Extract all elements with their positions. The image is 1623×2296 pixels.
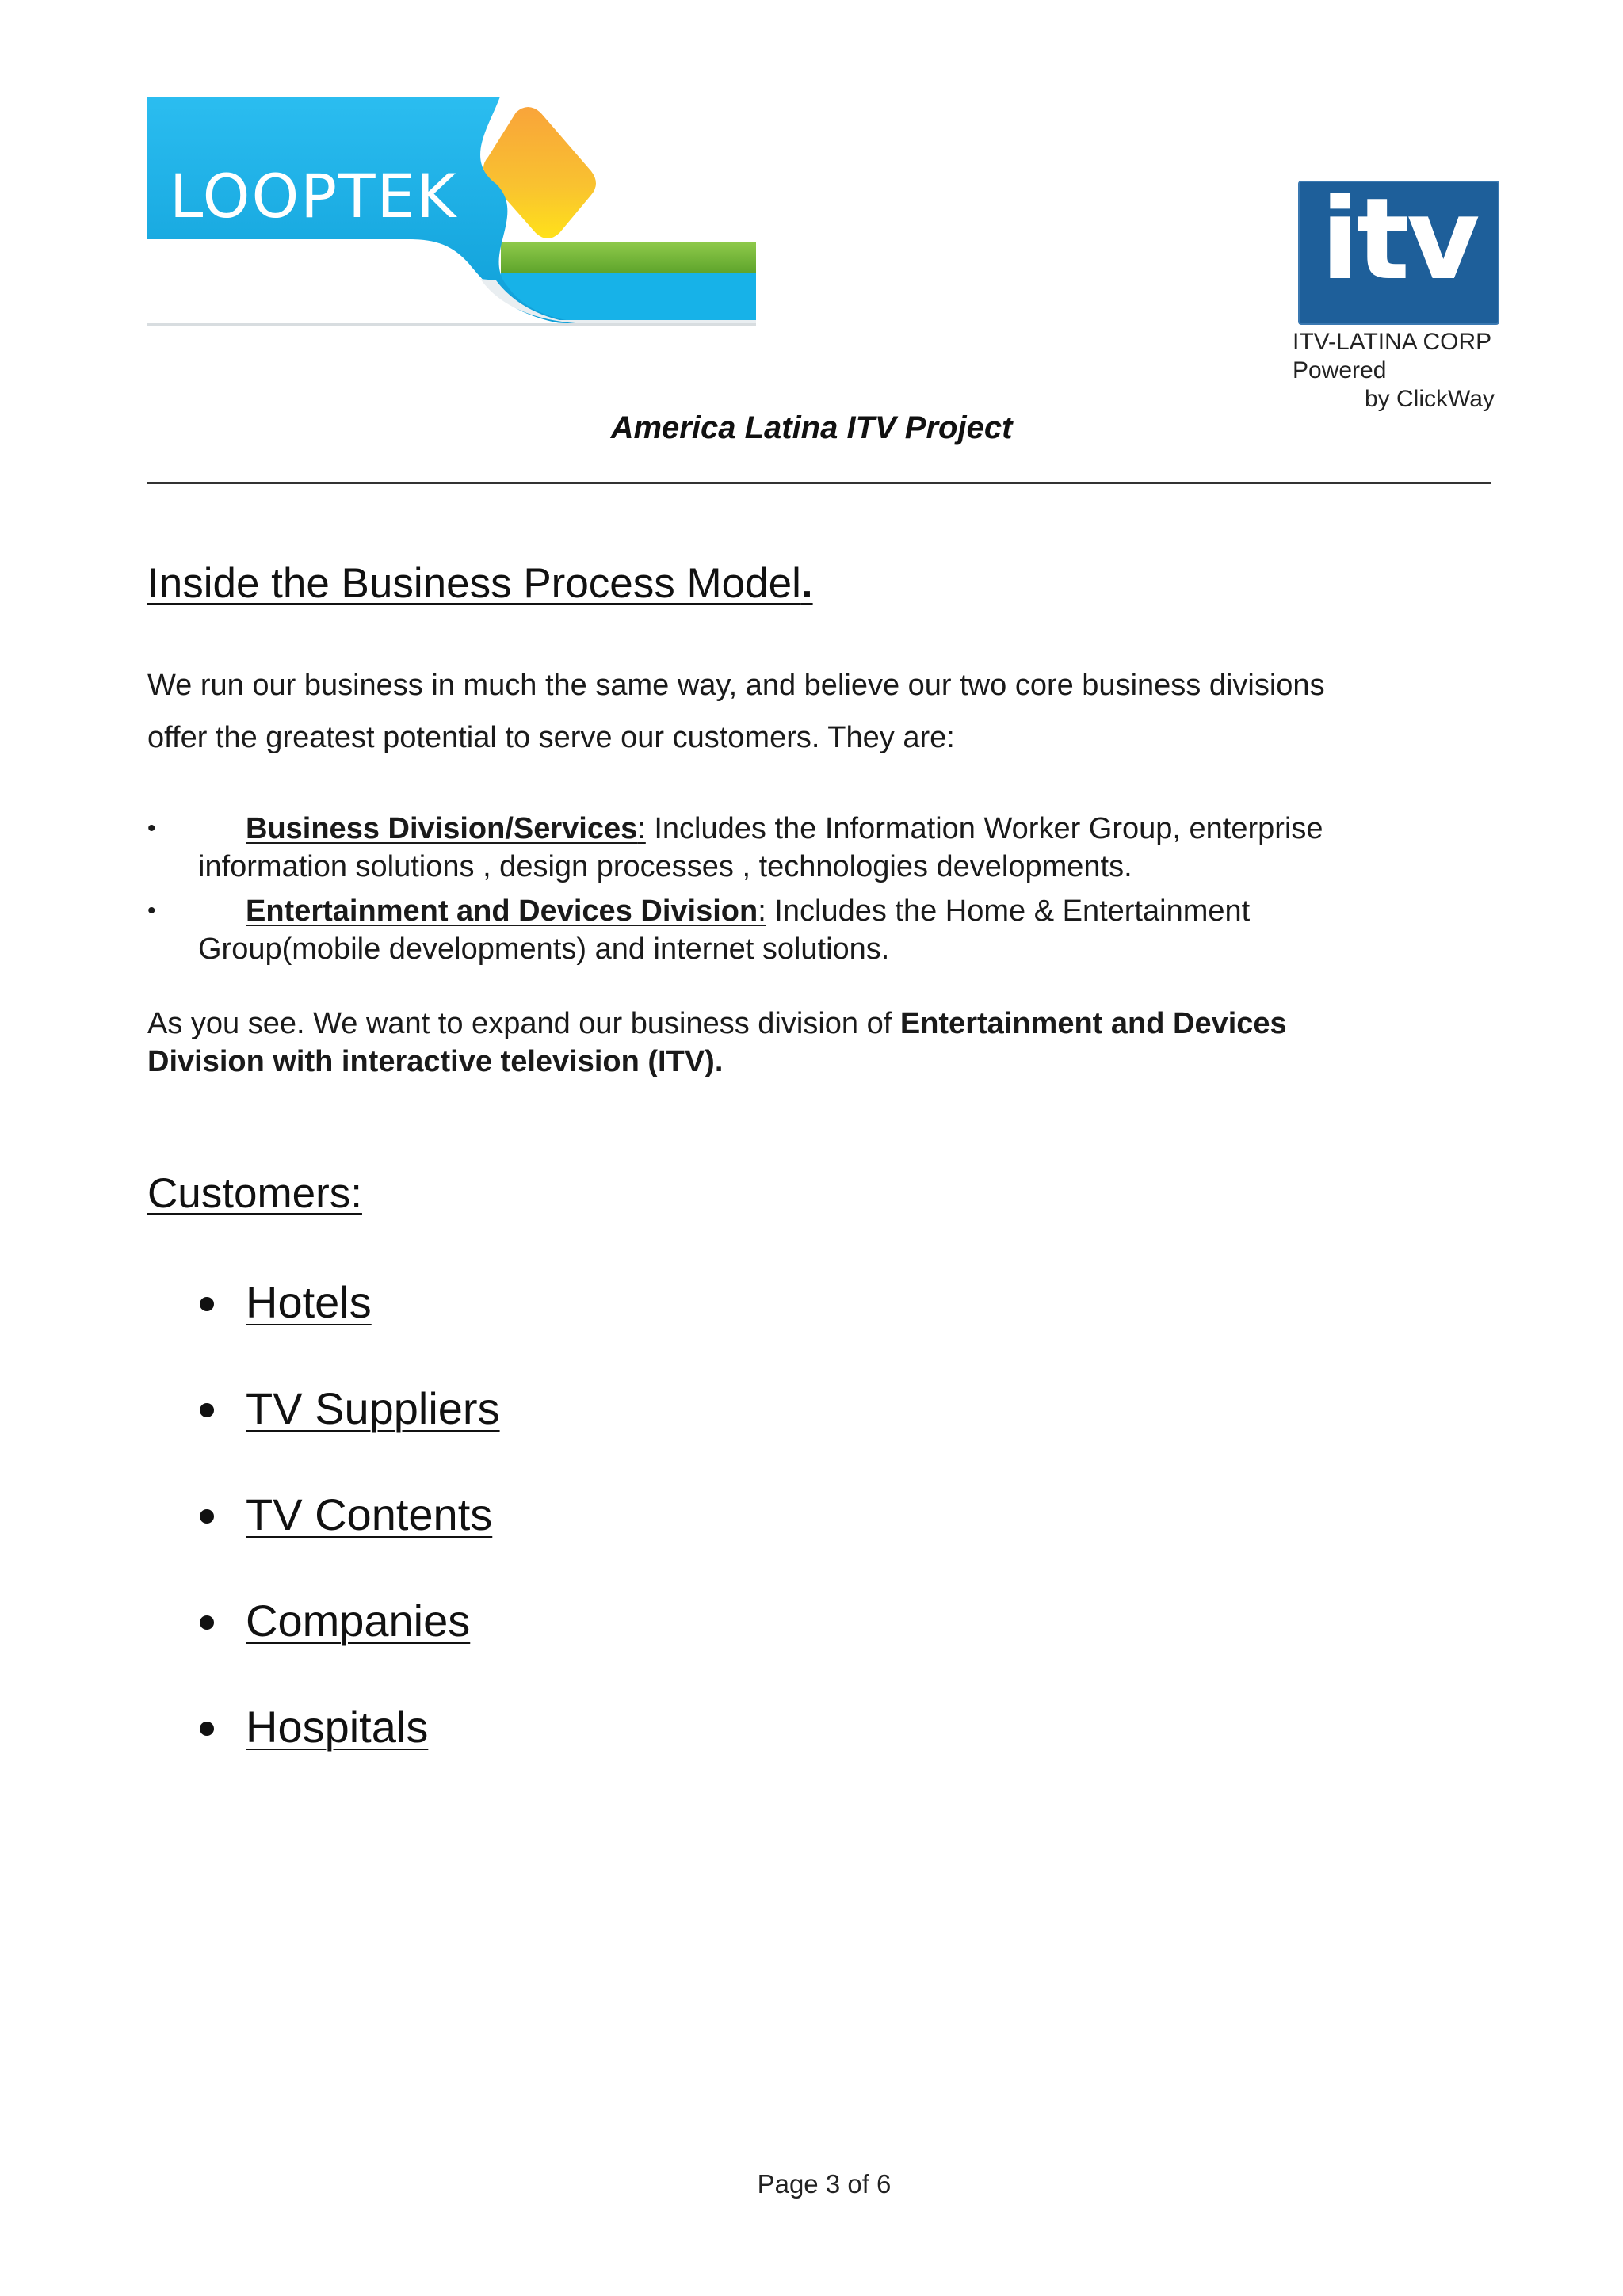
customer-item-tv-contents: TV Contents <box>246 1489 493 1539</box>
division-item-entertainment: Entertainment and Devices Division: Includes the Home & Entertainment <box>246 894 1251 928</box>
looptek-logo-text: LOOPTEK <box>170 161 458 231</box>
bullet-icon <box>200 1722 214 1736</box>
header-divider <box>147 482 1491 484</box>
expand-line-1: As you see. We want to expand our business division of Entertainment and Devices <box>147 1007 1287 1040</box>
division-bullet: • <box>147 898 156 924</box>
division-name: Entertainment and Devices Division <box>246 894 758 928</box>
division-desc-line: Group(mobile developments) and internet solutions. <box>198 933 890 966</box>
division-desc-line: information solutions , design processes , technologies developments. <box>198 850 1132 883</box>
bullet-icon <box>200 1509 214 1524</box>
itv-logo <box>1298 174 1499 323</box>
itv-caption-clickway: by ClickWay <box>1365 386 1495 412</box>
customer-item-tv-suppliers: TV Suppliers <box>246 1383 500 1433</box>
looptek-logo <box>147 97 756 328</box>
division-name: Business Division/Services <box>246 812 638 845</box>
bullet-icon <box>200 1297 214 1311</box>
customer-item-hotels: Hotels <box>246 1277 372 1327</box>
bullet-icon <box>200 1615 214 1630</box>
itv-caption-powered: Powered <box>1293 357 1387 383</box>
itv-logo-text: itv <box>1320 174 1477 305</box>
page-number: Page 3 of 6 <box>757 2169 892 2199</box>
customer-item-hospitals: Hospitals <box>246 1702 429 1752</box>
itv-caption-corp: ITV-LATINA CORP <box>1293 329 1492 355</box>
section-heading: Inside the Business Process Model. <box>147 560 813 607</box>
division-bullet: • <box>147 815 156 841</box>
customers-heading: Customers: <box>147 1170 362 1217</box>
bullet-icon <box>200 1403 214 1417</box>
intro-line-2: offer the greatest potential to serve our customers. They are: <box>147 721 955 754</box>
division-item-business: Business Division/Services: Includes the Information Worker Group, enterprise <box>246 812 1323 845</box>
project-title: America Latina ITV Project <box>610 410 1013 445</box>
customer-item-companies: Companies <box>246 1596 471 1646</box>
expand-line-2: Division with interactive television (ITV). <box>147 1045 724 1078</box>
intro-line-1: We run our business in much the same way, and believe our two core business divisions <box>147 669 1325 702</box>
